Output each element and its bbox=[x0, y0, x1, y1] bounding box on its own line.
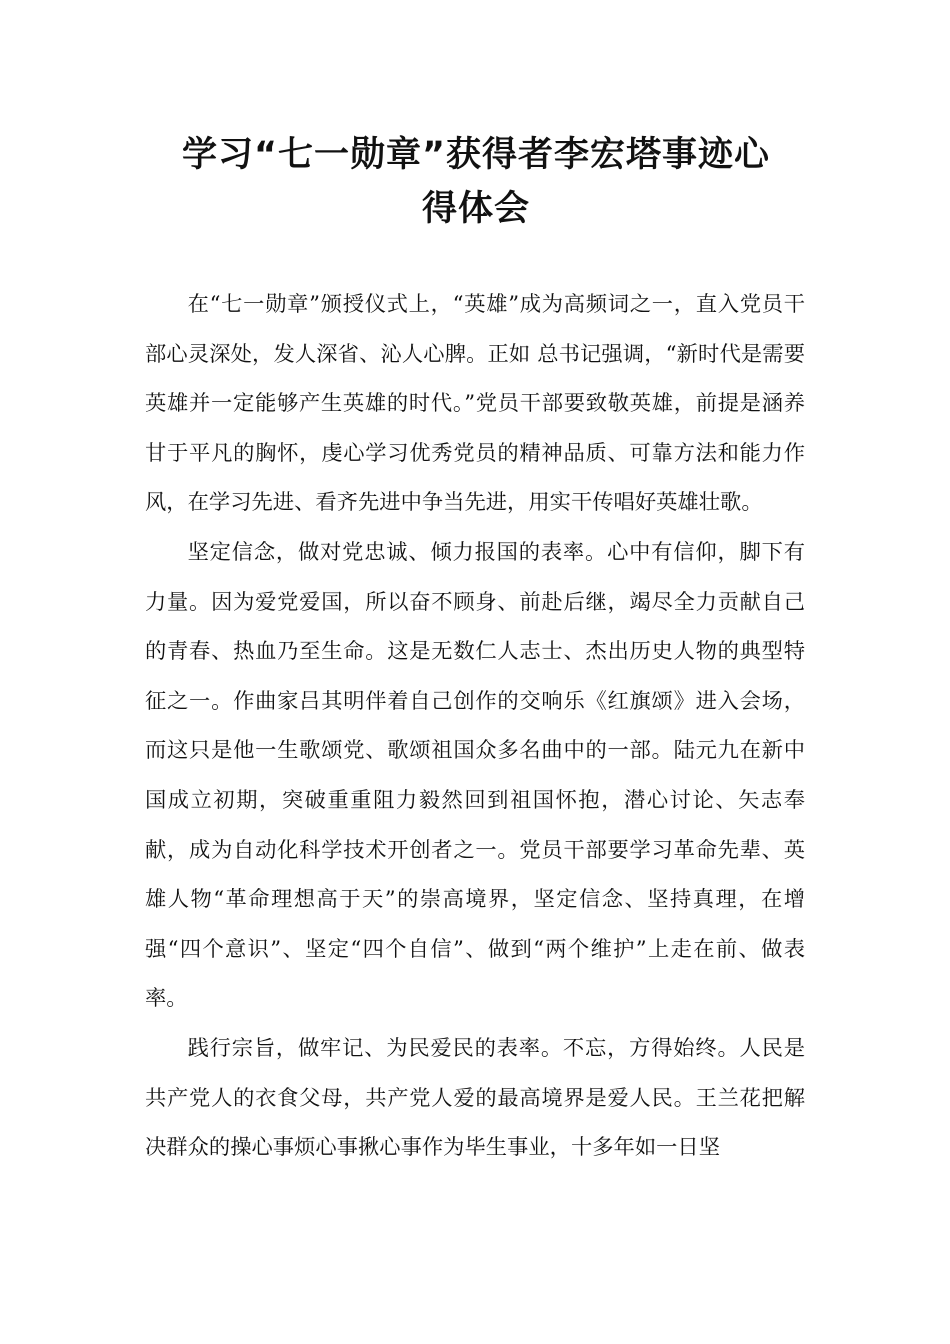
document-title bbox=[140, 128, 812, 236]
paragraph-1: 在“七一勋章”颁授仪式上，“英雄”成为高频词之一，直入党员干部心灵深处，发人深省、沁人心脾。正如 总书记强调，“新时代是需要英雄并一定能够产生英雄的时代。”党员干部要致敬英雄，前提是涵养甘于平凡的胸怀，虔心学习优秀党员的精神品质、可靠方法和能力作风，在学习先进、看齐先进中争当先进，用实干传唱好英雄壮歌。 bbox=[145, 292, 805, 516]
paragraph-2: 坚定信念，做对党忠诚、倾力报国的表率。心中有信仰，脚下有力量。因为爱党爱国，所以奋不顾身、前赴后继，竭尽全力贡献自己的青春、热血乃至生命。这是无数仁人志士、杰出历史人物的典型特征之一。作曲家吕其明伴着自己创作的交响乐《红旗颂》进入会场，而这只是他一生歌颂党、歌颂祖国众多名曲中的一部。陆元九在新中国成立初期，突破重重阻力毅然回到祖国怀抱，潜心讨论、矢志奉献，成为自动化科学技术开创者之一。党员干部要学习革命先辈、英雄人物“革命理想高于天”的崇高境界，坚定信念、坚持真理，在增强“四个意识”、坚定“四个自信”、做到“两个维护”上走在前、做表率。 bbox=[145, 539, 805, 1012]
title-line-2: 得体会 bbox=[421, 189, 530, 229]
document-body bbox=[145, 280, 805, 1173]
paragraph-3: 践行宗旨，做牢记、为民爱民的表率。不忘，方得始终。人民是共产党人的衣食父母，共产党人爱的最高境界是爱人民。王兰花把解决群众的操心事烦心事揪心事作为毕生事业，十多年如一日坚 bbox=[145, 1035, 805, 1161]
title-line-1: 学习“七一勋章”获得者李宏塔事迹心 bbox=[181, 135, 770, 175]
